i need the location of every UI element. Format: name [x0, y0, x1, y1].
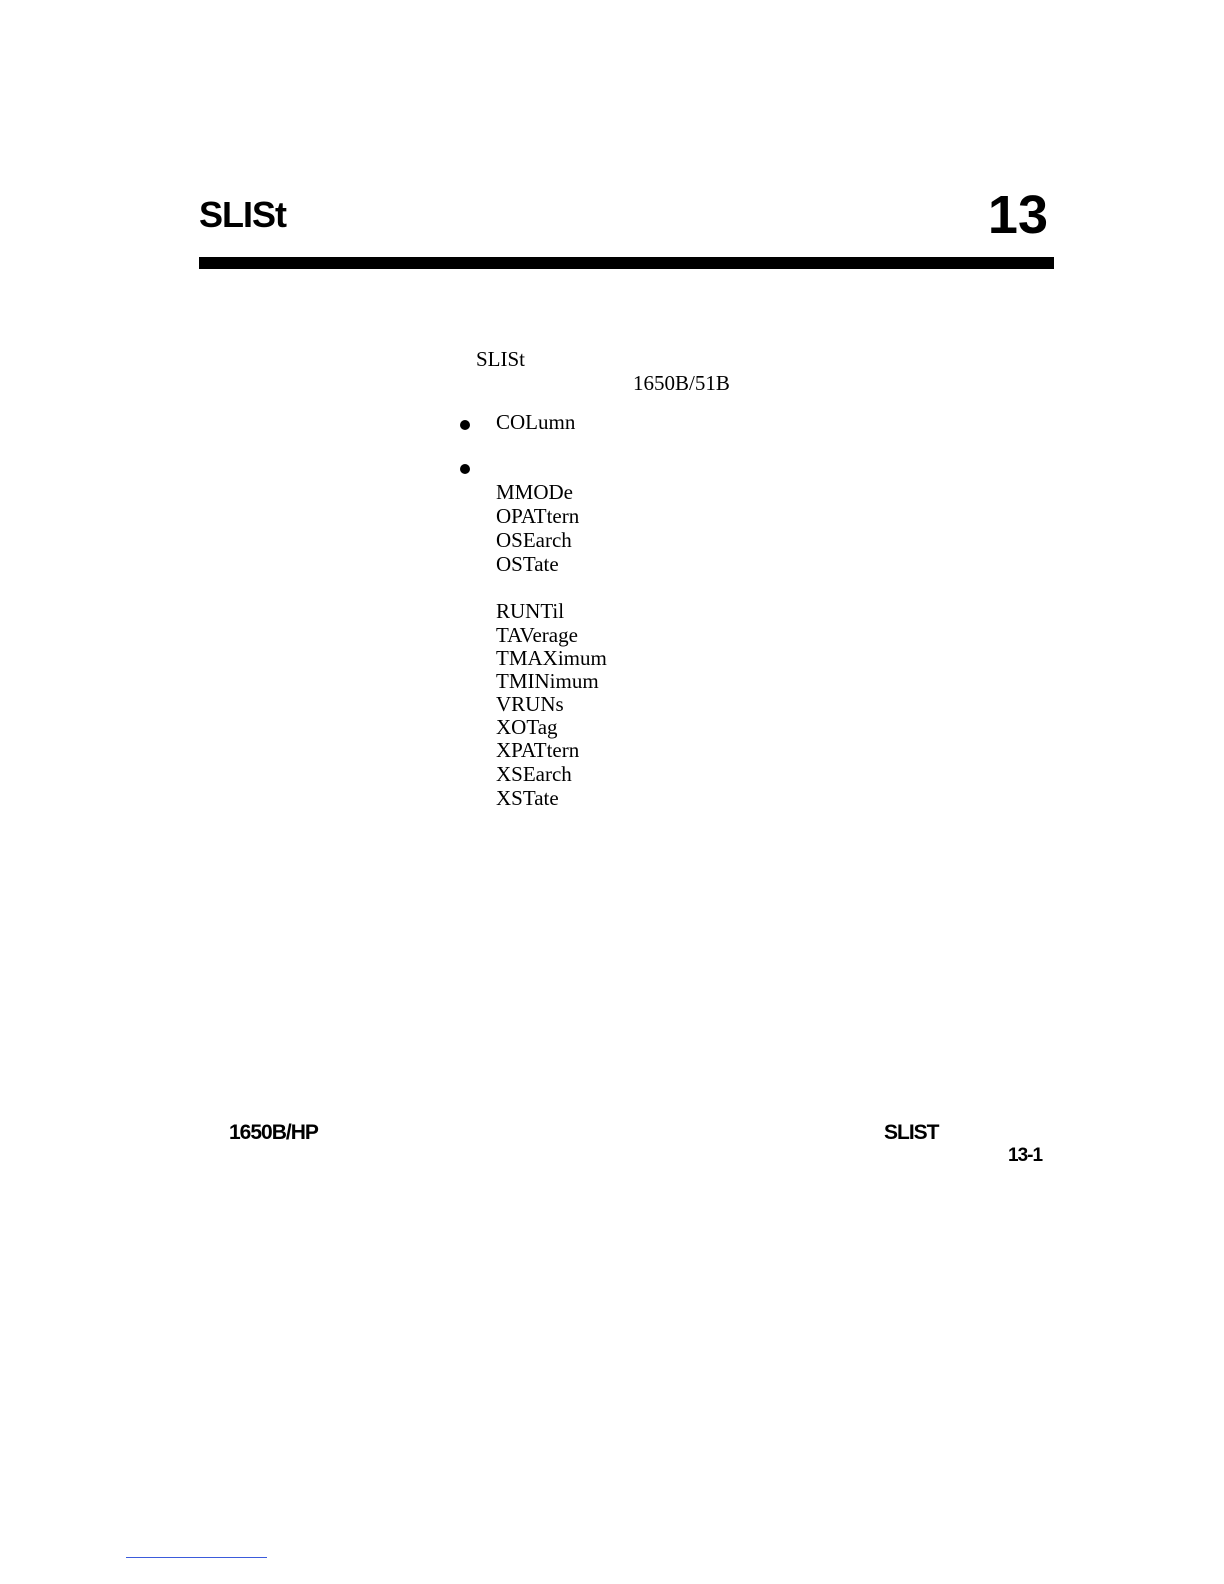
command-item: MMODe [496, 480, 573, 504]
page-number: 13-1 [1008, 1145, 1043, 1166]
command-item: VRUNs [496, 692, 564, 716]
command-item: RUNTil [496, 599, 565, 623]
command-item: TMINimum [496, 669, 599, 693]
command-item: XSEarch [496, 762, 572, 786]
command-item: OPATtern [496, 504, 580, 528]
command-item: OSEarch [496, 528, 572, 552]
intro-subsystem-name: SLISt [476, 347, 526, 371]
chapter-number: 13 [987, 185, 1048, 245]
chapter-title: SLISt [199, 194, 287, 235]
chapter-rule [199, 257, 1054, 269]
footer-chapter-name: SLIST [884, 1121, 939, 1144]
footnote-rule [126, 1557, 267, 1558]
command-item: XPATtern [496, 738, 580, 762]
bullet-icon [460, 464, 470, 474]
command-item: XSTate [496, 786, 559, 810]
command-item: XOTag [496, 715, 558, 739]
command-item: COLumn [496, 410, 576, 434]
command-item: TMAXimum [496, 646, 607, 670]
intro-model-number: 1650B/51B [633, 371, 730, 395]
command-item: TAVerage [496, 623, 578, 647]
bullet-icon [460, 420, 470, 430]
command-item: OSTate [496, 552, 559, 576]
footer-manual-title: 1650B/HP [229, 1121, 318, 1144]
